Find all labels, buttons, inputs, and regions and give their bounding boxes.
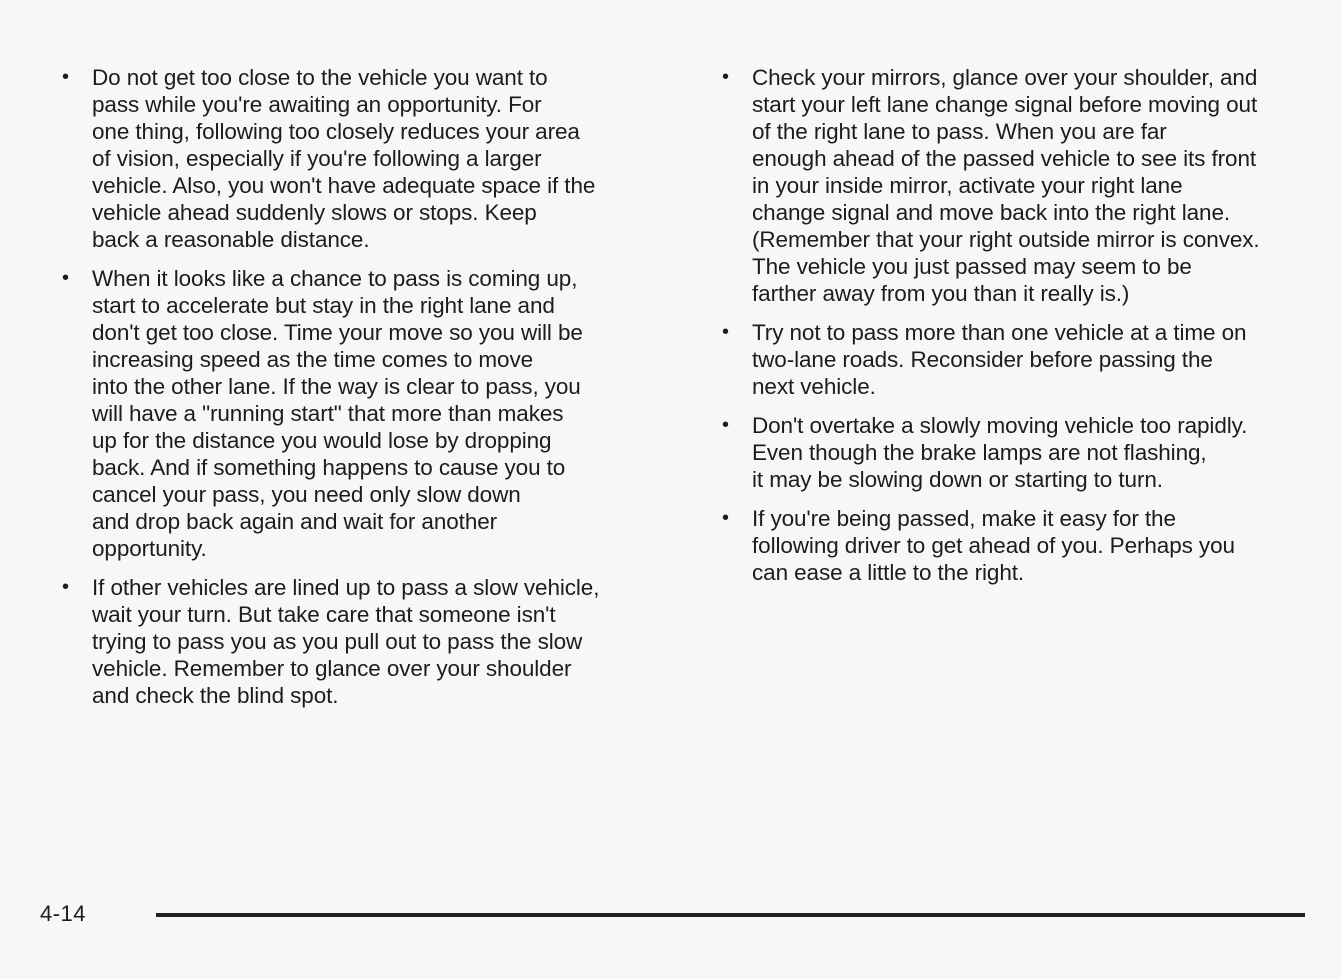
paragraph-text: When it looks like a chance to pass is coming up, start to accelerate but stay in the right lane and don't get too close. Time your move so you will be increasing speed as the time comes to move into the other lane. If the way is clear to pass, you will have a "running start" that more than makes up for the distance you would lose by dropping back. And if something happens to cause you to cancel your pass, you need only slow down and drop back again and wait for another opportunity. [92, 266, 583, 561]
page-number: 4-14 [40, 901, 87, 926]
paragraph-text: Do not get too close to the vehicle you want to pass while you're awaiting an opportunity. For one thing, following too closely reduces your area of vision, especially if you're following a larger vehicle. Also, you won't have adequate space if the vehicle ahead suddenly slows or stops. Keep back a reasonable distance. [92, 65, 596, 252]
paragraph-text: If other vehicles are lined up to pass a slow vehicle, wait your turn. But take care that someone isn't trying to pass you as you pull out to pass the slow vehicle. Remember to glance over your shoulder and check the blind spot. [92, 575, 600, 708]
bullet-icon: • [62, 66, 69, 88]
list-item [56, 64, 656, 253]
list-item [716, 64, 1312, 307]
bullet-icon: • [722, 321, 729, 343]
list-item [716, 505, 1312, 586]
left-column [56, 64, 656, 721]
footer-divider [156, 913, 1305, 917]
bullet-icon: • [722, 414, 729, 436]
right-column [716, 64, 1312, 598]
list-item [716, 319, 1312, 400]
list-item [56, 265, 656, 562]
paragraph-text: Try not to pass more than one vehicle at a time on two-lane roads. Reconsider before passing the next vehicle. [752, 320, 1247, 399]
bullet-icon: • [722, 507, 729, 529]
paragraph-text: Don't overtake a slowly moving vehicle too rapidly. Even though the brake lamps are not flashing, it may be slowing down or starting to turn. [752, 413, 1248, 492]
list-item [56, 574, 656, 709]
bullet-icon: • [62, 576, 69, 598]
paragraph-text: Check your mirrors, glance over your shoulder, and start your left lane change signal before moving out of the right lane to pass. When you are far enough ahead of the passed vehicle to see its front in your inside mirror, activate your right lane change signal and move back into the right lane. (Remember that your right outside mirror is convex. The vehicle you just passed may seem to be farther away from you than it really is.) [752, 65, 1260, 306]
paragraph-text: If you're being passed, make it easy for the following driver to get ahead of you. Perhaps you can ease a little to the right. [752, 506, 1235, 585]
bullet-icon: • [722, 66, 729, 88]
bullet-icon: • [62, 267, 69, 289]
list-item [716, 412, 1312, 493]
